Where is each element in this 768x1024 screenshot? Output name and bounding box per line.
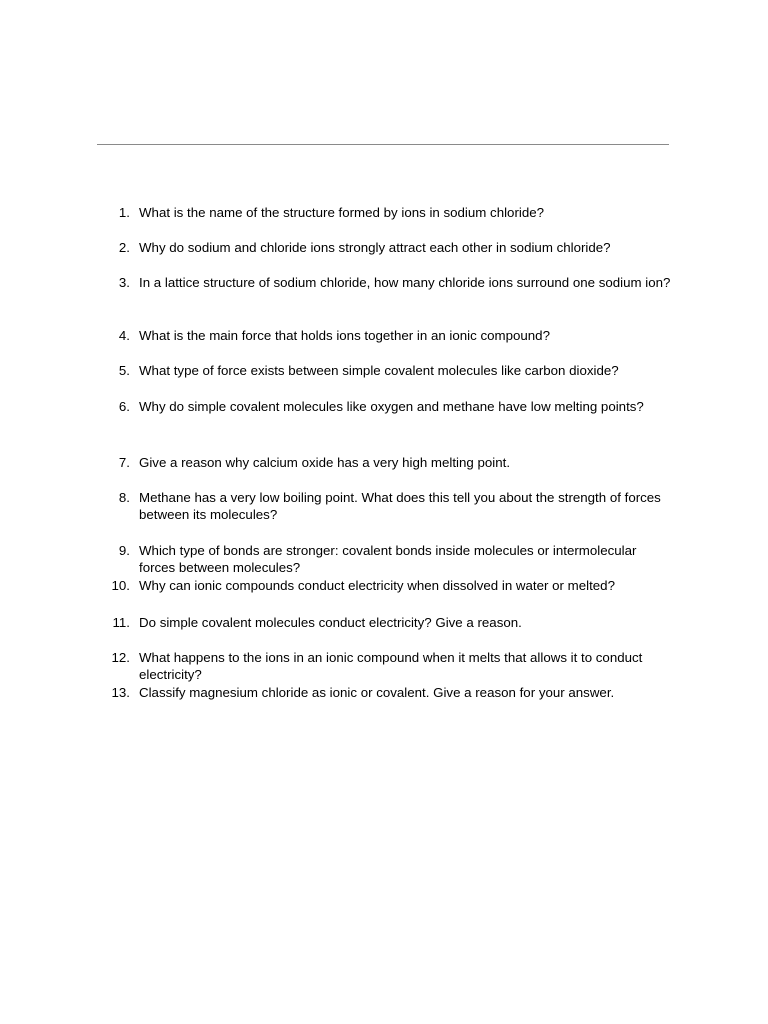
question-number: 11. <box>112 615 130 630</box>
question-item <box>110 454 675 471</box>
question-item <box>110 204 675 221</box>
horizontal-divider <box>97 144 669 145</box>
question-text: What is the main force that holds ions together in an ionic compound? <box>139 328 550 343</box>
question-number: 5. <box>118 363 130 378</box>
question-text: What is the name of the structure formed by ions in sodium chloride? <box>139 205 545 220</box>
question-text: Why can ionic compounds conduct electricity when dissolved in water or melted? <box>139 578 615 593</box>
question-item <box>110 684 675 701</box>
question-number: 4. <box>118 328 130 343</box>
question-number: 3. <box>118 275 130 290</box>
question-number: 13. <box>111 685 130 700</box>
question-text: Give a reason why calcium oxide has a very high melting point. <box>139 455 511 470</box>
question-text: What happens to the ions in an ionic compound when it melts that allows it to conduct electricity? <box>139 650 643 682</box>
question-text: Why do simple covalent molecules like oxygen and methane have low melting points? <box>139 399 644 414</box>
question-item <box>110 542 675 576</box>
question-item <box>110 327 675 344</box>
question-text: Why do sodium and chloride ions strongly attract each other in sodium chloride? <box>139 240 611 255</box>
question-text: Classify magnesium chloride as ionic or covalent. Give a reason for your answer. <box>139 685 615 700</box>
question-item <box>110 489 675 523</box>
question-number: 10. <box>111 578 130 593</box>
question-text: In a lattice structure of sodium chloride, how many chloride ions surround one sodium ion? <box>139 275 671 290</box>
question-item <box>110 614 675 631</box>
question-number: 2. <box>118 240 130 255</box>
question-number: 9. <box>118 543 130 558</box>
question-item <box>110 577 675 594</box>
question-item <box>110 649 675 683</box>
question-number: 7. <box>118 455 130 470</box>
question-text: What type of force exists between simple covalent molecules like carbon dioxide? <box>139 363 619 378</box>
question-number: 12. <box>111 650 130 665</box>
question-number: 8. <box>118 490 130 505</box>
question-text: Do simple covalent molecules conduct electricity? Give a reason. <box>139 615 522 630</box>
question-item <box>110 239 675 256</box>
question-item <box>110 362 675 379</box>
question-text: Methane has a very low boiling point. What does this tell you about the strength of forces between its molecules? <box>139 490 661 522</box>
question-item <box>110 274 675 291</box>
question-number: 1. <box>118 205 130 220</box>
question-number: 6. <box>118 399 130 414</box>
question-text: Which type of bonds are stronger: covalent bonds inside molecules or intermolecular forces between molecules? <box>139 543 637 575</box>
question-item <box>110 398 675 415</box>
